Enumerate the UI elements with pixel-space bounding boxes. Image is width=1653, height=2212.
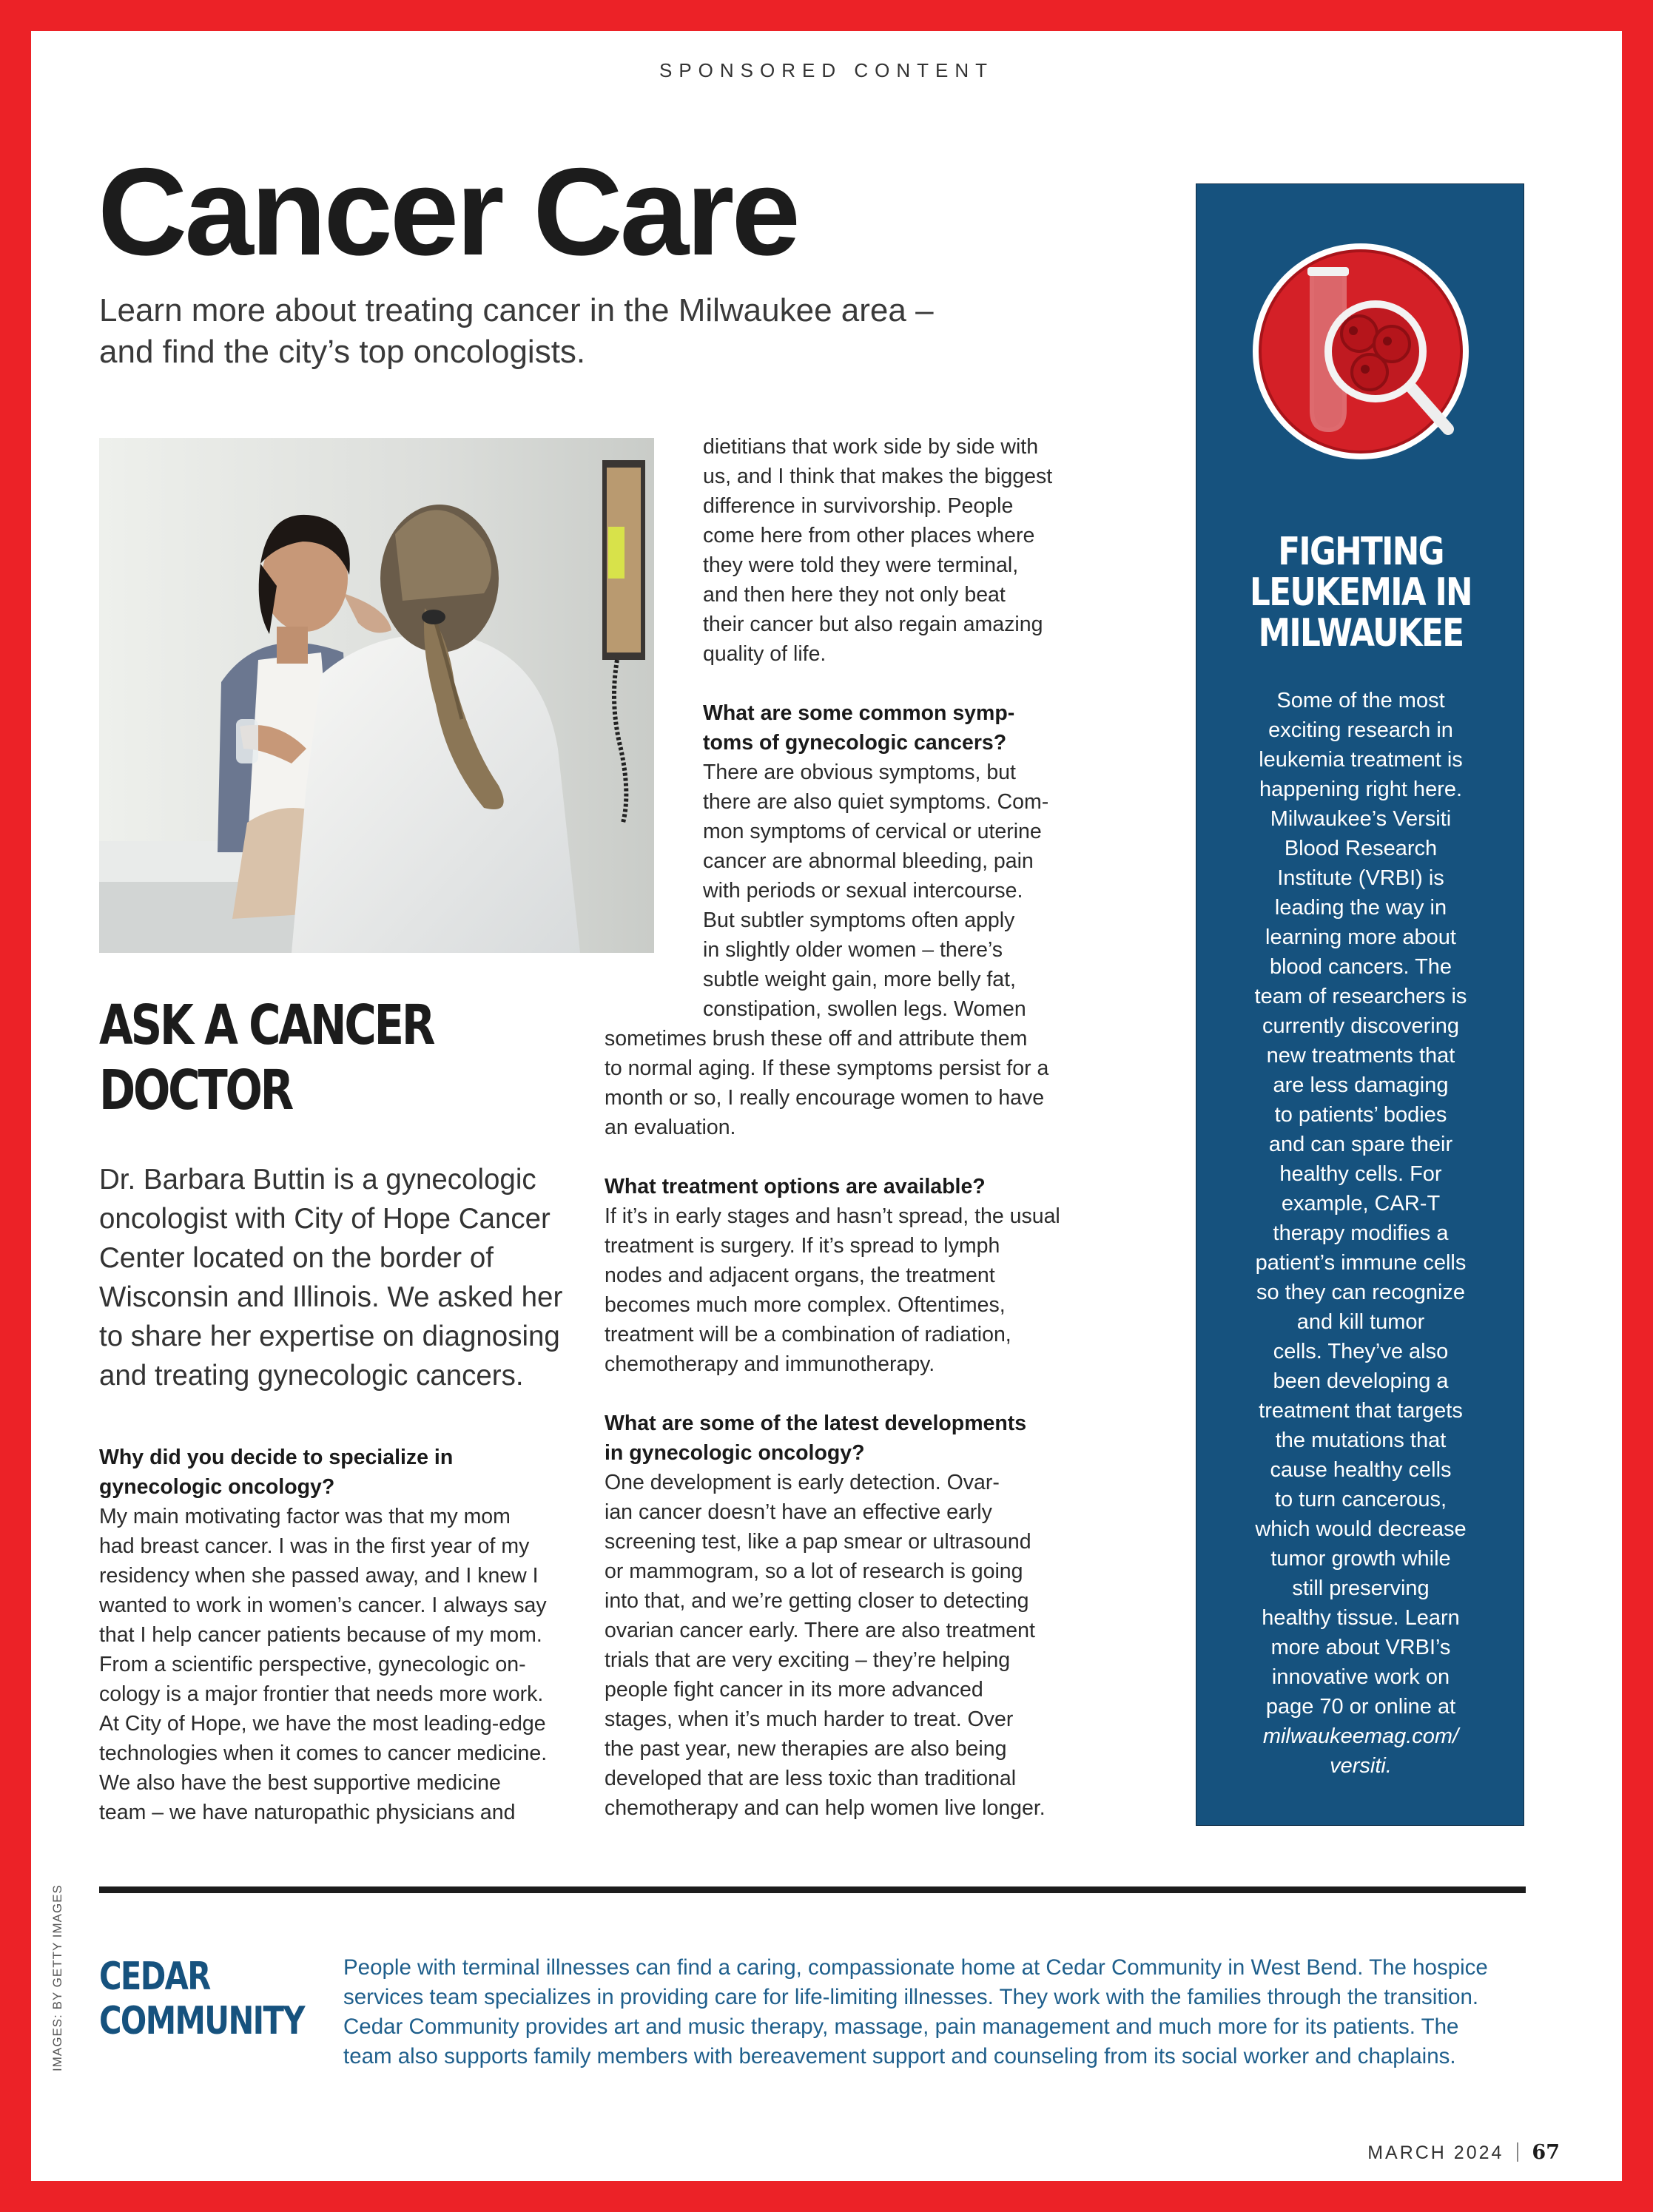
sidebar-line: Some of the most (1276, 689, 1445, 712)
intro-line: Center located on the border of (99, 1242, 494, 1274)
intro-line: to share her expertise on diagnosing (99, 1321, 560, 1352)
answer-line: technologies when it comes to cancer medicine. (99, 1741, 548, 1765)
image-credit: IMAGES: BY GETTY IMAGES (50, 1884, 64, 2071)
answer-line: sometimes brush these off and attribute them (605, 1027, 1028, 1051)
sidebar-line: healthy tissue. Learn (1262, 1606, 1460, 1630)
answer-line: cancer are abnormal bleeding, pain (703, 849, 1034, 873)
sidebar-line: new treatments that (1266, 1044, 1455, 1068)
sidebar-title (1223, 532, 1499, 654)
answer-line: quality of life. (703, 642, 826, 666)
page-title: Cancer Care (98, 142, 798, 281)
question-1 (99, 1443, 580, 1502)
question-3 (605, 1172, 1115, 1201)
question-line: gynecologic oncology? (99, 1475, 335, 1499)
sidebar-line: leukemia treatment is (1259, 748, 1463, 772)
answer-line: into that, and we’re getting closer to detecting (605, 1589, 1029, 1613)
sidebar-line: so they can recognize (1256, 1281, 1466, 1304)
cedar-heading-line: CEDAR (99, 1955, 210, 1999)
sidebar-line: learning more about (1265, 925, 1456, 949)
section-divider (99, 1886, 1526, 1893)
sidebar-title-line: MILWAUKEE (1258, 611, 1464, 655)
answer-line: chemotherapy and can help women live longer. (605, 1796, 1046, 1820)
subtitle-line: and find the city’s top oncologists. (99, 334, 586, 370)
answer-2 (703, 758, 1117, 1024)
answer-line: developed that are less toxic than traditional (605, 1767, 1017, 1790)
answer-line: people fight cancer in its more advanced (605, 1678, 983, 1702)
question-line: toms of gynecologic cancers? (703, 731, 1007, 755)
question-line: Why did you decide to specialize in (99, 1446, 454, 1469)
sidebar-line: leading the way in (1274, 896, 1447, 920)
question-line: What are some common symp- (703, 701, 1015, 725)
answer-line: dietitians that work side by side with (703, 435, 1039, 459)
feature-intro (99, 1160, 580, 1395)
cedar-description (343, 1953, 1542, 2071)
answer-line: We also have the best supportive medicine (99, 1771, 501, 1795)
answer-line: stages, when it’s much harder to treat. Over (605, 1707, 1014, 1731)
sidebar-line: innovative work on (1271, 1665, 1450, 1689)
doctor-patient-photo (99, 438, 654, 953)
sidebar-line: blood cancers. The (1269, 955, 1452, 979)
test-tube-magnifier-icon (1250, 240, 1472, 462)
article-column-2-middle (605, 1024, 1115, 1142)
answer-line: come here from other places where (703, 524, 1035, 547)
subtitle (99, 290, 1061, 373)
answer-line: team – we have naturopathic physicians and (99, 1801, 516, 1824)
question-line: What are some of the latest developments (605, 1412, 1027, 1435)
sidebar-line: healthy cells. For (1279, 1162, 1442, 1186)
sidebar-line: Blood Research (1284, 837, 1438, 860)
sponsored-label: SPONSORED CONTENT (659, 59, 994, 81)
answer-line: the past year, new therapies are also being (605, 1737, 1007, 1761)
answer-line: month or so, I really encourage women to have (605, 1086, 1045, 1110)
answer-line: treatment will be a combination of radiation, (605, 1323, 1011, 1346)
sidebar-line: happening right here. (1259, 778, 1463, 801)
question-4 (605, 1409, 1115, 1468)
sidebar-line: cause healthy cells (1270, 1458, 1452, 1482)
answer-line: there are also quiet symptoms. Com- (703, 790, 1049, 814)
sidebar-line: more about VRBI’s (1270, 1636, 1451, 1659)
article-column-1 (99, 1443, 580, 1827)
cedar-line: team also supports family members with bereavement support and counseling from its social worker and chaplains. (343, 2044, 1456, 2068)
answer-line: had breast cancer. I was in the first year of my (99, 1534, 530, 1558)
answer-line: mon symptoms of cervical or uterine (703, 820, 1042, 843)
intro-line: and treating gynecologic cancers. (99, 1360, 524, 1392)
sidebar-line: tumor growth while (1270, 1547, 1451, 1571)
answer-4 (605, 1468, 1115, 1823)
sidebar-title-line: LEUKEMIA IN (1250, 570, 1472, 615)
sidebar-line: example, CAR-T (1281, 1192, 1441, 1215)
question-line: in gynecologic oncology? (605, 1441, 865, 1465)
issue-date: MARCH 2024 (1367, 2142, 1504, 2163)
subtitle-line: Learn more about treating cancer in the Milwaukee area – (99, 292, 934, 328)
answer-line: trials that are very exciting – they’re helping (605, 1648, 1011, 1672)
answer-line: their cancer but also regain amazing (703, 613, 1043, 636)
sidebar-title-line: FIGHTING (1278, 530, 1444, 574)
cedar-heading-line: COMMUNITY (99, 1999, 304, 2043)
sidebar-line: to patients’ bodies (1274, 1103, 1447, 1127)
answer-3 (605, 1201, 1115, 1379)
answer-line: constipation, swollen legs. Women (703, 997, 1026, 1021)
answer-line: At City of Hope, we have the most leading-edge (99, 1712, 546, 1736)
answer-line: and then here they not only beat (703, 583, 1006, 607)
sidebar-line: Institute (VRBI) is (1277, 866, 1444, 890)
sidebar-line: and can spare their (1268, 1133, 1453, 1156)
article-column-2-upper (703, 432, 1117, 1024)
answer-line: that I help cancer patients because of my mom. (99, 1623, 542, 1647)
sidebar-line: which would decrease (1255, 1517, 1467, 1541)
question-2 (703, 698, 1117, 758)
answer-line: to normal aging. If these symptoms persist for a (605, 1056, 1049, 1080)
sidebar-link[interactable]: versiti. (1330, 1754, 1392, 1778)
magazine-page (31, 31, 1622, 2181)
sidebar-line: cells. They’ve also (1273, 1340, 1449, 1363)
answer-line: cology is a major frontier that needs more work. (99, 1682, 544, 1706)
answer-line: One development is early detection. Ovar- (605, 1471, 1000, 1494)
sidebar-line: Milwaukee’s Versiti (1270, 807, 1452, 831)
answer-line: ovarian cancer early. There are also treatment (605, 1619, 1035, 1642)
answer-line: becomes much more complex. Oftentimes, (605, 1293, 1006, 1317)
answer-1-continued (703, 432, 1117, 669)
answer-line: ian cancer doesn’t have an effective early (605, 1500, 992, 1524)
question-line: What treatment options are available? (605, 1175, 986, 1198)
leukemia-sidebar (1196, 183, 1524, 1826)
sidebar-link[interactable]: milwaukeemag.com/ (1262, 1724, 1459, 1748)
article-column-2-lower (605, 1172, 1115, 1823)
answer-line: nodes and adjacent organs, the treatment (605, 1264, 995, 1287)
feature-heading-line: DOCTOR (99, 1059, 292, 1122)
sidebar-line: been developing a (1273, 1369, 1449, 1393)
answer-line: If it’s in early stages and hasn’t spread, the usual (605, 1204, 1060, 1228)
sidebar-line: team of researchers is (1254, 985, 1467, 1008)
intro-line: Wisconsin and Illinois. We asked her (99, 1281, 563, 1313)
answer-line: chemotherapy and immunotherapy. (605, 1352, 935, 1376)
answer-line: in slightly older women – there’s (703, 938, 1003, 962)
intro-line: oncologist with City of Hope Cancer (99, 1203, 551, 1235)
cedar-line: Cedar Community provides art and music therapy, massage, pain management and much more for its patients. The (343, 2014, 1459, 2039)
sidebar-line: currently discovering (1262, 1014, 1459, 1038)
feature-heading (99, 993, 433, 1123)
sidebar-line: still preserving (1292, 1577, 1430, 1600)
answer-line: with periods or sexual intercourse. (703, 879, 1023, 903)
cedar-heading (99, 1955, 304, 2043)
answer-line: an evaluation. (605, 1116, 736, 1139)
answer-line: they were told they were terminal, (703, 553, 1019, 577)
answer-line: subtle weight gain, more belly fat, (703, 968, 1016, 991)
answer-line: From a scientific perspective, gynecologic on- (99, 1653, 526, 1676)
sidebar-line: therapy modifies a (1273, 1221, 1449, 1245)
sidebar-line: the mutations that (1275, 1429, 1447, 1452)
answer-line: residency when she passed away, and I knew I (99, 1564, 539, 1588)
cedar-line: services team specializes in providing care for life-limiting illnesses. They work with the families through the transition. (343, 1985, 1479, 2009)
answer-1 (99, 1502, 580, 1827)
answer-line: My main motivating factor was that my mom (99, 1505, 511, 1528)
sidebar-line: to turn cancerous, (1274, 1488, 1447, 1511)
page-number: 67 (1532, 2141, 1560, 2164)
feature-heading-line: ASK A CANCER (99, 994, 434, 1057)
answer-line: treatment is surgery. If it’s spread to lymph (605, 1234, 1000, 1258)
answer-line: us, and I think that makes the biggest (703, 465, 1053, 488)
answer-line: screening test, like a pap smear or ultrasound (605, 1530, 1031, 1554)
answer-line: But subtler symptoms often apply (703, 908, 1015, 932)
sidebar-line: patient’s immune cells (1255, 1251, 1467, 1275)
answer-line: or mammogram, so a lot of research is going (605, 1559, 1023, 1583)
answer-line: difference in survivorship. People (703, 494, 1014, 518)
page-footer (1367, 2141, 1560, 2164)
answer-line: wanted to work in women’s cancer. I always say (99, 1594, 547, 1617)
sidebar-body (1226, 686, 1495, 1781)
sidebar-line: and kill tumor (1296, 1310, 1425, 1334)
intro-line: Dr. Barbara Buttin is a gynecologic (99, 1164, 536, 1196)
answer-line: There are obvious symptoms, but (703, 761, 1016, 784)
sidebar-line: are less damaging (1273, 1073, 1449, 1097)
footer-separator (1517, 2142, 1518, 2162)
sidebar-line: treatment that targets (1259, 1399, 1463, 1423)
cedar-line: People with terminal illnesses can find a caring, compassionate home at Cedar Community in West Bend. The hospice (343, 1955, 1488, 1980)
sidebar-line: page 70 or online at (1265, 1695, 1456, 1719)
sidebar-line: exciting research in (1268, 718, 1453, 742)
